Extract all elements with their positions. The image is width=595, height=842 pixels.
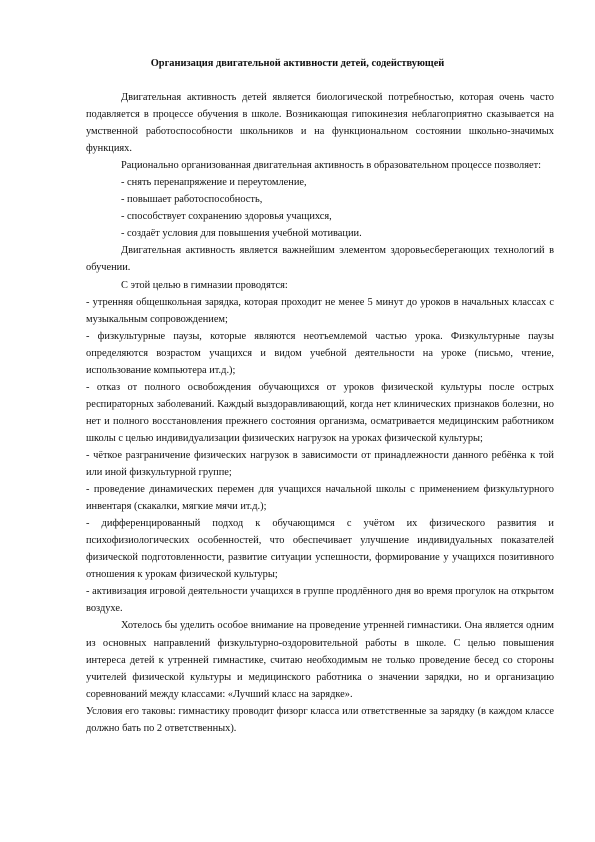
document-body <box>86 89 554 737</box>
benefit-item: - повышает работоспособность, <box>121 194 263 206</box>
benefit-item: - способствует сохранению здоровья учащихся, <box>121 211 332 223</box>
closing-paragraph: Хотелось бы уделить особое внимание на проведение утренней гимнастики. Она является одним из основных направлений физкультурно-оздоровительной работы в школе. С целью повышения интереса детей к утренней гимнастике, считаю необходимым не только проведение бесед со стороны учителей физической культуры и медицинского работника о значении зарядки, но и организацию соревнований между классами: «Лучший класс на зарядке». <box>86 620 554 700</box>
benefit-item: - создаёт условия для повышения учебной мотивации. <box>121 228 362 240</box>
activity-item: - утренняя общешкольная зарядка, которая проходит не менее 5 минут до уроков в начальных классах с музыкальным сопровождением; <box>86 296 554 325</box>
document-title: Организация двигательной активности детей, содействующей <box>150 58 445 69</box>
benefit-item: - снять перенапряжение и переутомление, <box>121 177 307 189</box>
activity-item: - чёткое разграничение физических нагрузок в зависимости от принадлежности данного ребёнка к той или иной физкультурной группе; <box>86 449 554 479</box>
activity-item: - активизация игровой деятельности учащихся в группе продлённого дня во время прогулок на открытом воздухе. <box>86 586 554 615</box>
element-paragraph: Двигательная активность является важнейшим элементом здоровьесберегающих технологий в обучении. <box>86 245 554 274</box>
activity-item: - отказ от полного освобождения обучающихся от уроков физической культуры после острых респираторных заболеваний. Каждый выздоравливающий, когда нет клинических признаков болезни, но нет и полного восстановления прежнего состояния организма, осматривается медицинским работником школы с целью индивидуализации физических нагрузок на уроках физической культуры; <box>86 381 554 444</box>
conditions-paragraph: Условия его таковы: гимнастику проводит физорг класса или ответственные за зарядку (в каждом классе должно бать по 2 ответственных). <box>86 705 554 734</box>
gymnasium-intro: С этой целью в гимназии проводятся: <box>121 279 288 291</box>
activity-item: - дифференцированный подход к обучающимся с учётом их физического развития и психофизиологических особенностей, что обеспечивает улучшение индивидуальных показателей физической подготовленности, развитие ситуации успешности, формирование у учащихся позитивного отношения к урокам физической культуры; <box>86 518 554 581</box>
intro-paragraph: Двигательная активность детей является биологической потребностью, которая очень часто подавляется в процессе обучения в школе. Возникающая гипокинезия неблагоприятно сказывается на умственной работоспособности школьников и на функциональном состоянии школьно-значимых функциях. <box>86 92 554 155</box>
activity-item: - проведение динамических перемен для учащихся начальной школы с применением физкультурного инвентаря (скакалки, мягкие мячи ит.д.); <box>86 484 554 513</box>
benefits-intro-paragraph: Рационально организованная двигательная активность в образовательном процессе позволяет: <box>121 160 542 172</box>
activity-item: - физкультурные паузы, которые являются неотъемлемой частью урока. Физкультурные паузы определяются возрастом учащихся и видом учебной деятельности на уроке (письмо, чтение, использование компьютера ит.д.); <box>86 330 554 376</box>
